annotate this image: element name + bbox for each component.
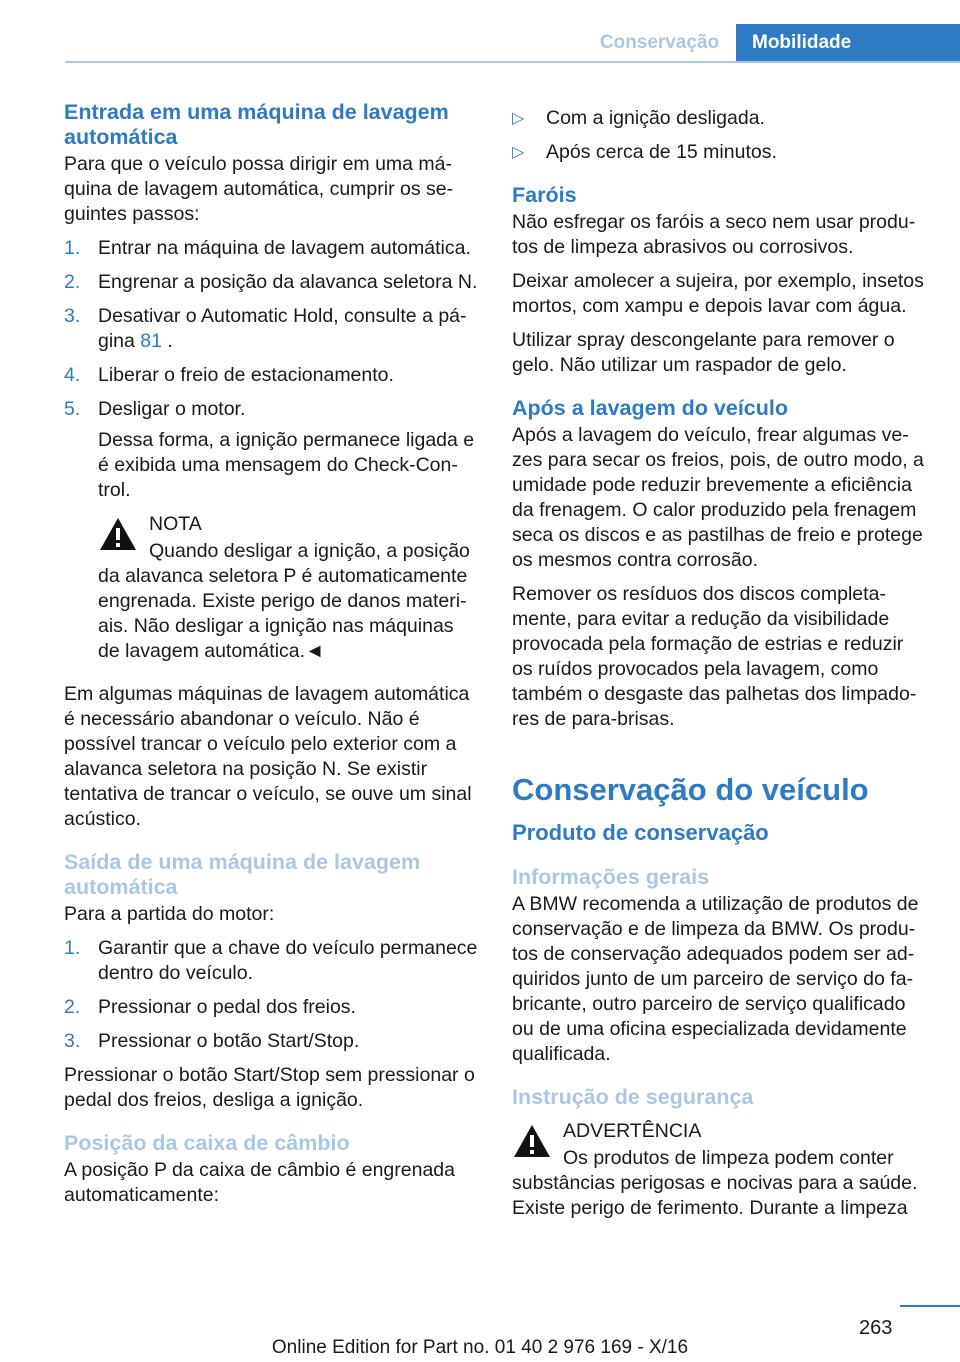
paragraph-leave: Em algumas máquinas de lavagem automática é necessário abandonar o veículo. Não é possível trancar o veículo pelo exterior com a alavanca seletora na posição N. Se existir tentativa de trancar o veículo, se ouve um sinal acústico. xyxy=(64,683,472,830)
warning-triangle-icon xyxy=(512,1123,552,1159)
list-number: 1. xyxy=(64,237,81,259)
page-number: 263 xyxy=(859,1317,893,1339)
list-text: Garantir que a chave do veículo permanece dentro do veículo. xyxy=(98,937,478,984)
note-title: NOTA xyxy=(149,513,202,535)
heading-general: Informações gerais xyxy=(512,865,710,889)
list-number: 2. xyxy=(64,996,81,1018)
list-text: Engrenar a posição da alavanca seletora N. xyxy=(98,271,478,293)
paragraph-entry: Para que o veículo possa dirigir em uma máquina de lavagem automática, cumprir os seguintes passos: xyxy=(64,153,454,225)
list-number: 3. xyxy=(64,305,81,327)
header-rule xyxy=(65,61,960,63)
footer-rule xyxy=(900,1305,960,1307)
triangle-bullet-icon: ▷ xyxy=(512,110,525,127)
heading-after: Após a lavagem do veículo xyxy=(512,396,789,420)
heading-safety: Instrução de segurança xyxy=(512,1085,754,1109)
list-item xyxy=(64,397,478,422)
note-box xyxy=(98,512,478,664)
list-item xyxy=(64,236,478,261)
paragraph-after-2: Remover os resíduos dos discos completamente, para evitar a redução da visibilidade provocada pela formação de estrias e reduzir os ruídos provocados pela lavagem, como também o desgaste das palhetas dos limpadores de para-brisas. xyxy=(512,583,917,730)
warning-body: Os produtos de limpeza podem conter substâncias perigosas e nocivas para a saúde. Existe perigo de ferimento. Durante a limpeza xyxy=(512,1147,918,1219)
step-note: Dessa forma, a ignição permanece ligada e é exibida uma mensagem do Check-Control. xyxy=(98,429,475,501)
paragraph-lights-3: Utilizar spray descongelante para remover o gelo. Não utilizar um raspador de gelo. xyxy=(512,329,895,376)
list-number: 4. xyxy=(64,364,81,386)
paragraph-lights-1: Não esfregar os faróis a seco nem usar produtos de limpeza abrasivos ou corrosivos. xyxy=(512,211,916,258)
warning-title: ADVERTÊNCIA xyxy=(563,1120,702,1142)
paragraph-after-1: Após a lavagem do veículo, frear algumas vezes para secar os freios, pois, de outro modo, a umidade pode reduzir brevemente a eficiência da frenagem. O calor produzido pela frenagem seca os discos e as pastilhas de freio e protege os mesmos contra corrosão. xyxy=(512,424,924,571)
list-item xyxy=(512,106,926,131)
warning-box xyxy=(512,1119,926,1221)
list-text: Após cerca de 15 minutos. xyxy=(546,141,777,163)
list-item xyxy=(64,936,478,986)
page-link[interactable]: 81 xyxy=(140,330,162,352)
list-text-after: . xyxy=(162,330,173,352)
list-item xyxy=(64,270,478,295)
list-text: Liberar o freio de estacionamento. xyxy=(98,364,394,386)
list-number: 3. xyxy=(64,1030,81,1052)
paragraph-start: Pressionar o botão Start/Stop sem pressionar o pedal dos freios, desliga a ignição. xyxy=(64,1064,475,1111)
triangle-bullet-icon: ▷ xyxy=(512,144,525,161)
paragraph-exit: Para a partida do motor: xyxy=(64,903,275,925)
right-column xyxy=(512,106,926,1221)
heading-product: Produto de conservação xyxy=(512,820,769,845)
note-body: Quando desligar a ignição, a posição da alavanca seletora P é automaticamente engrenada. Existe perigo de danos materiais. Não desligar a ignição nas máquinas de lavagem automática.◄ xyxy=(98,540,470,662)
list-text: Entrar na máquina de lavagem automática. xyxy=(98,237,471,259)
header-tabs xyxy=(583,24,960,62)
list-number: 2. xyxy=(64,271,81,293)
paragraph-gear: A posição P da caixa de câmbio é engrenada automaticamente: xyxy=(64,1159,455,1206)
footer-edition: Online Edition for Part no. 01 40 2 976 169 - X/16 xyxy=(271,1337,689,1358)
paragraph-lights-2: Deixar amolecer a sujeira, por exemplo, insetos mortos, com xampu e depois lavar com água. xyxy=(512,270,924,317)
list-text: Desativar o Automatic Hold, consulte a página xyxy=(98,305,467,352)
list-text-wrap xyxy=(98,304,478,354)
list-item xyxy=(64,1029,478,1054)
list-item xyxy=(64,304,478,354)
warning-triangle-icon xyxy=(98,516,138,552)
heading-exit: Saída de uma máquina de lavagem automática xyxy=(64,850,421,899)
list-text: Desligar o motor. xyxy=(98,398,246,420)
list-item xyxy=(512,140,926,165)
tab-conservacao[interactable]: Conservação xyxy=(599,32,720,53)
list-text: Pressionar o pedal dos freios. xyxy=(98,996,356,1018)
heading-care: Conservação do veículo xyxy=(512,772,869,807)
tab-mobilidade[interactable]: Mobilidade xyxy=(736,24,960,62)
list-number: 5. xyxy=(64,398,81,420)
paragraph-general: A BMW recomenda a utilização de produtos de conservação e de limpeza da BMW. Os produtos de conservação adequados podem ser adquiridos junto de um parceiro de serviço do fabricante, outro parceiro de serviço qualificado ou de uma oficina especializada devidamente qualificada. xyxy=(512,893,919,1065)
list-item xyxy=(64,995,478,1020)
list-number: 1. xyxy=(64,937,81,959)
list-text: Com a ignição desligada. xyxy=(546,107,765,129)
heading-gear: Posição da caixa de câmbio xyxy=(64,1131,350,1155)
heading-lights: Faróis xyxy=(512,183,577,207)
step-note-wrap xyxy=(64,428,478,664)
list-text: Pressionar o botão Start/Stop. xyxy=(98,1030,360,1052)
left-column xyxy=(64,100,478,1208)
heading-entry: Entrada em uma máquina de lavagem automática xyxy=(64,100,449,149)
list-item xyxy=(64,363,478,388)
